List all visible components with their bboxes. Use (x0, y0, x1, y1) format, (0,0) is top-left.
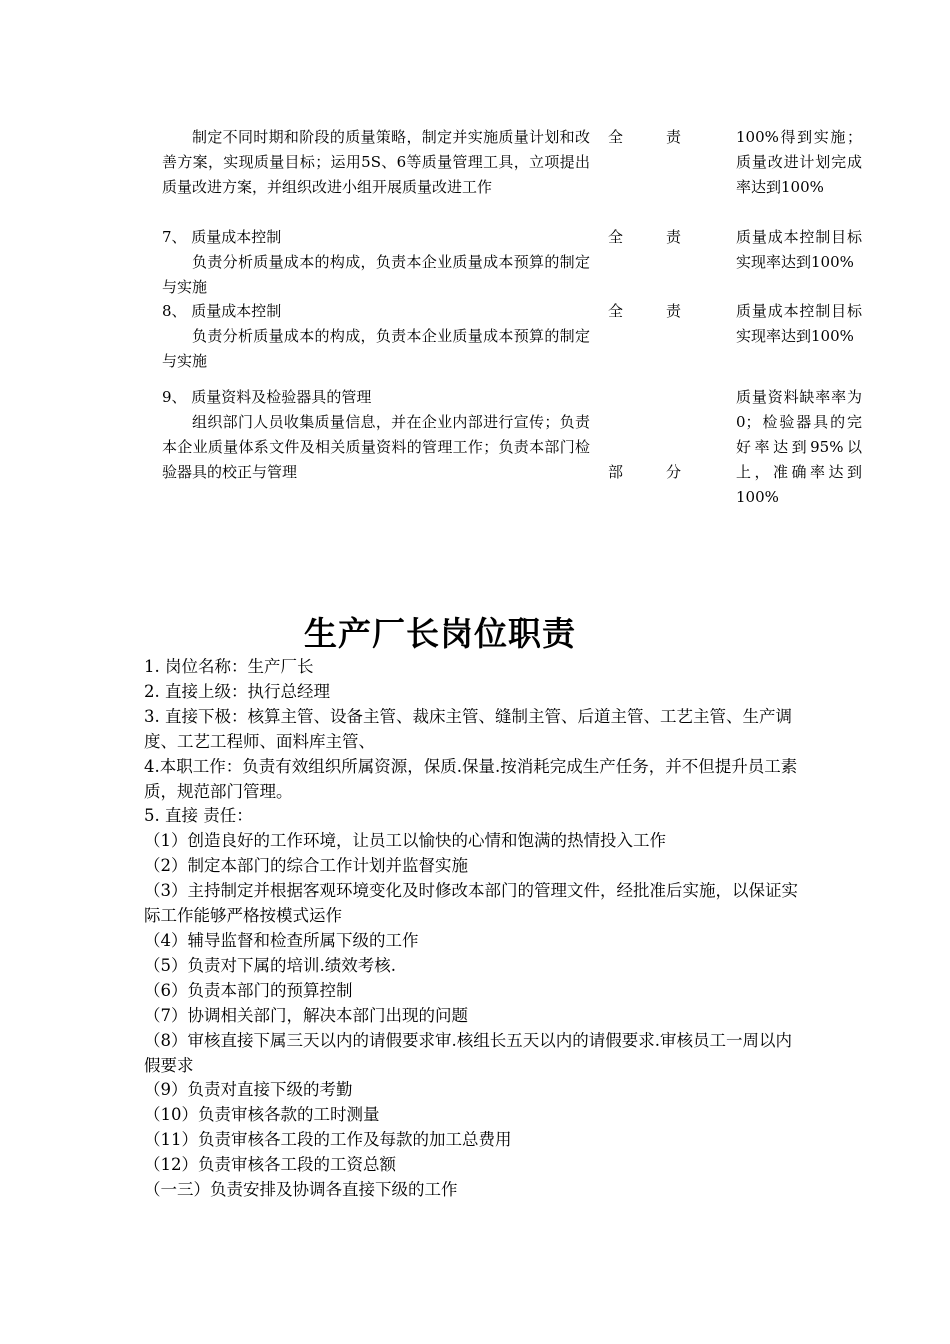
main-duty-line: 4.本职工作：负责有效组织所属资源，保质.保量.按消耗完成生产任务，并不但提升员工素质，规范部门管理。 (144, 756, 798, 801)
responsibility-item: （2）制定本部门的综合工作计划并监督实施 (144, 856, 468, 876)
responsibility-item: （4）辅导监督和检查所属下级的工作 (144, 930, 419, 950)
responsibility-item: （9）负责对直接下级的考勤 (144, 1080, 353, 1100)
responsibility-item: （一三）负责安排及协调各直接下级的工作 (144, 1180, 458, 1200)
assessment-standard: 质量成本控制目标实现率达到100% (736, 228, 862, 271)
assessment-standard: 质量成本控制目标实现率达到100% (736, 302, 862, 345)
duty-heading: 9、 质量资料及检验器具的管理 (162, 388, 372, 406)
duty-heading: 8、 质量成本控制 (162, 302, 282, 320)
subordinates-line: 3. 直接下极：核算主管、设备主管、裁床主管、缝制主管、后道主管、工艺主管、生产调 度、工艺工程师、面料库主管、 (144, 706, 792, 751)
responsibility-item: （7）协调相关部门，解决本部门出现的问题 (144, 1005, 468, 1025)
responsibility-item: （8）审核直接下属三天以内的请假要求审.核组长五天以内的请假要求.审核员工一周以内假要求 (144, 1030, 792, 1075)
responsibility-item: （11）负责审核各工段的工作及每款的加工总费用 (144, 1130, 512, 1150)
responsibility-level: 全 责 (608, 302, 682, 320)
responsibility-item: （5）负责对下属的培训.绩效考核. (144, 955, 396, 975)
responsibility-item: （3）主持制定并根据客观环境变化及时修改本部门的管理文件，经批准后实施，以保证实际工作能够严格按模式运作 (144, 881, 798, 926)
assessment-standard: 质量资料缺率率为0；检验器具的完好率达到95%以上，准确率达到100% (736, 388, 862, 506)
duty-heading: 7、 质量成本控制 (162, 228, 282, 246)
responsibility-level: 全 责 (608, 228, 682, 246)
duty-desc: 组织部门人员收集质量信息，并在企业内部进行宣传；负责本企业质量体系文件及相关质量资料的管理工作；负责本部门检验器具的校正与管理 (162, 413, 590, 481)
responsibility-item: （10）负责审核各款的工时测量 (144, 1105, 380, 1125)
responsibility-item: （6）负责本部门的预算控制 (144, 980, 353, 1000)
responsibility-level: 部 分 (608, 463, 682, 481)
responsibility-item: （12）负责审核各工段的工资总额 (144, 1155, 396, 1175)
responsibilities-heading: 5. 直接 责任： (144, 806, 253, 826)
duty-desc: 制定不同时期和阶段的质量策略，制定并实施质量计划和改善方案，实现质量目标；运用5S、6等质量管理工具，立项提出质量改进方案，并组织改进小组开展质量改进工作 (162, 128, 590, 196)
job-title-line: 1. 岗位名称：生产厂长 (144, 657, 314, 676)
responsibility-level: 全 责 (608, 128, 682, 146)
job-description (144, 655, 800, 1203)
duty-desc: 负责分析质量成本的构成，负责本企业质量成本预算的制定与实施 (162, 253, 590, 296)
page-title: 生产厂长岗位职责 (304, 614, 576, 653)
superior-line: 2. 直接上级：执行总经理 (144, 681, 330, 701)
assessment-standard: 100%得到实施；质量改进计划完成率达到100% (736, 128, 862, 196)
responsibility-item: （1）创造良好的工作环境，让员工以愉快的心情和饱满的热情投入工作 (144, 831, 666, 851)
duty-desc: 负责分析质量成本的构成，负责本企业质量成本预算的制定与实施 (162, 327, 590, 370)
